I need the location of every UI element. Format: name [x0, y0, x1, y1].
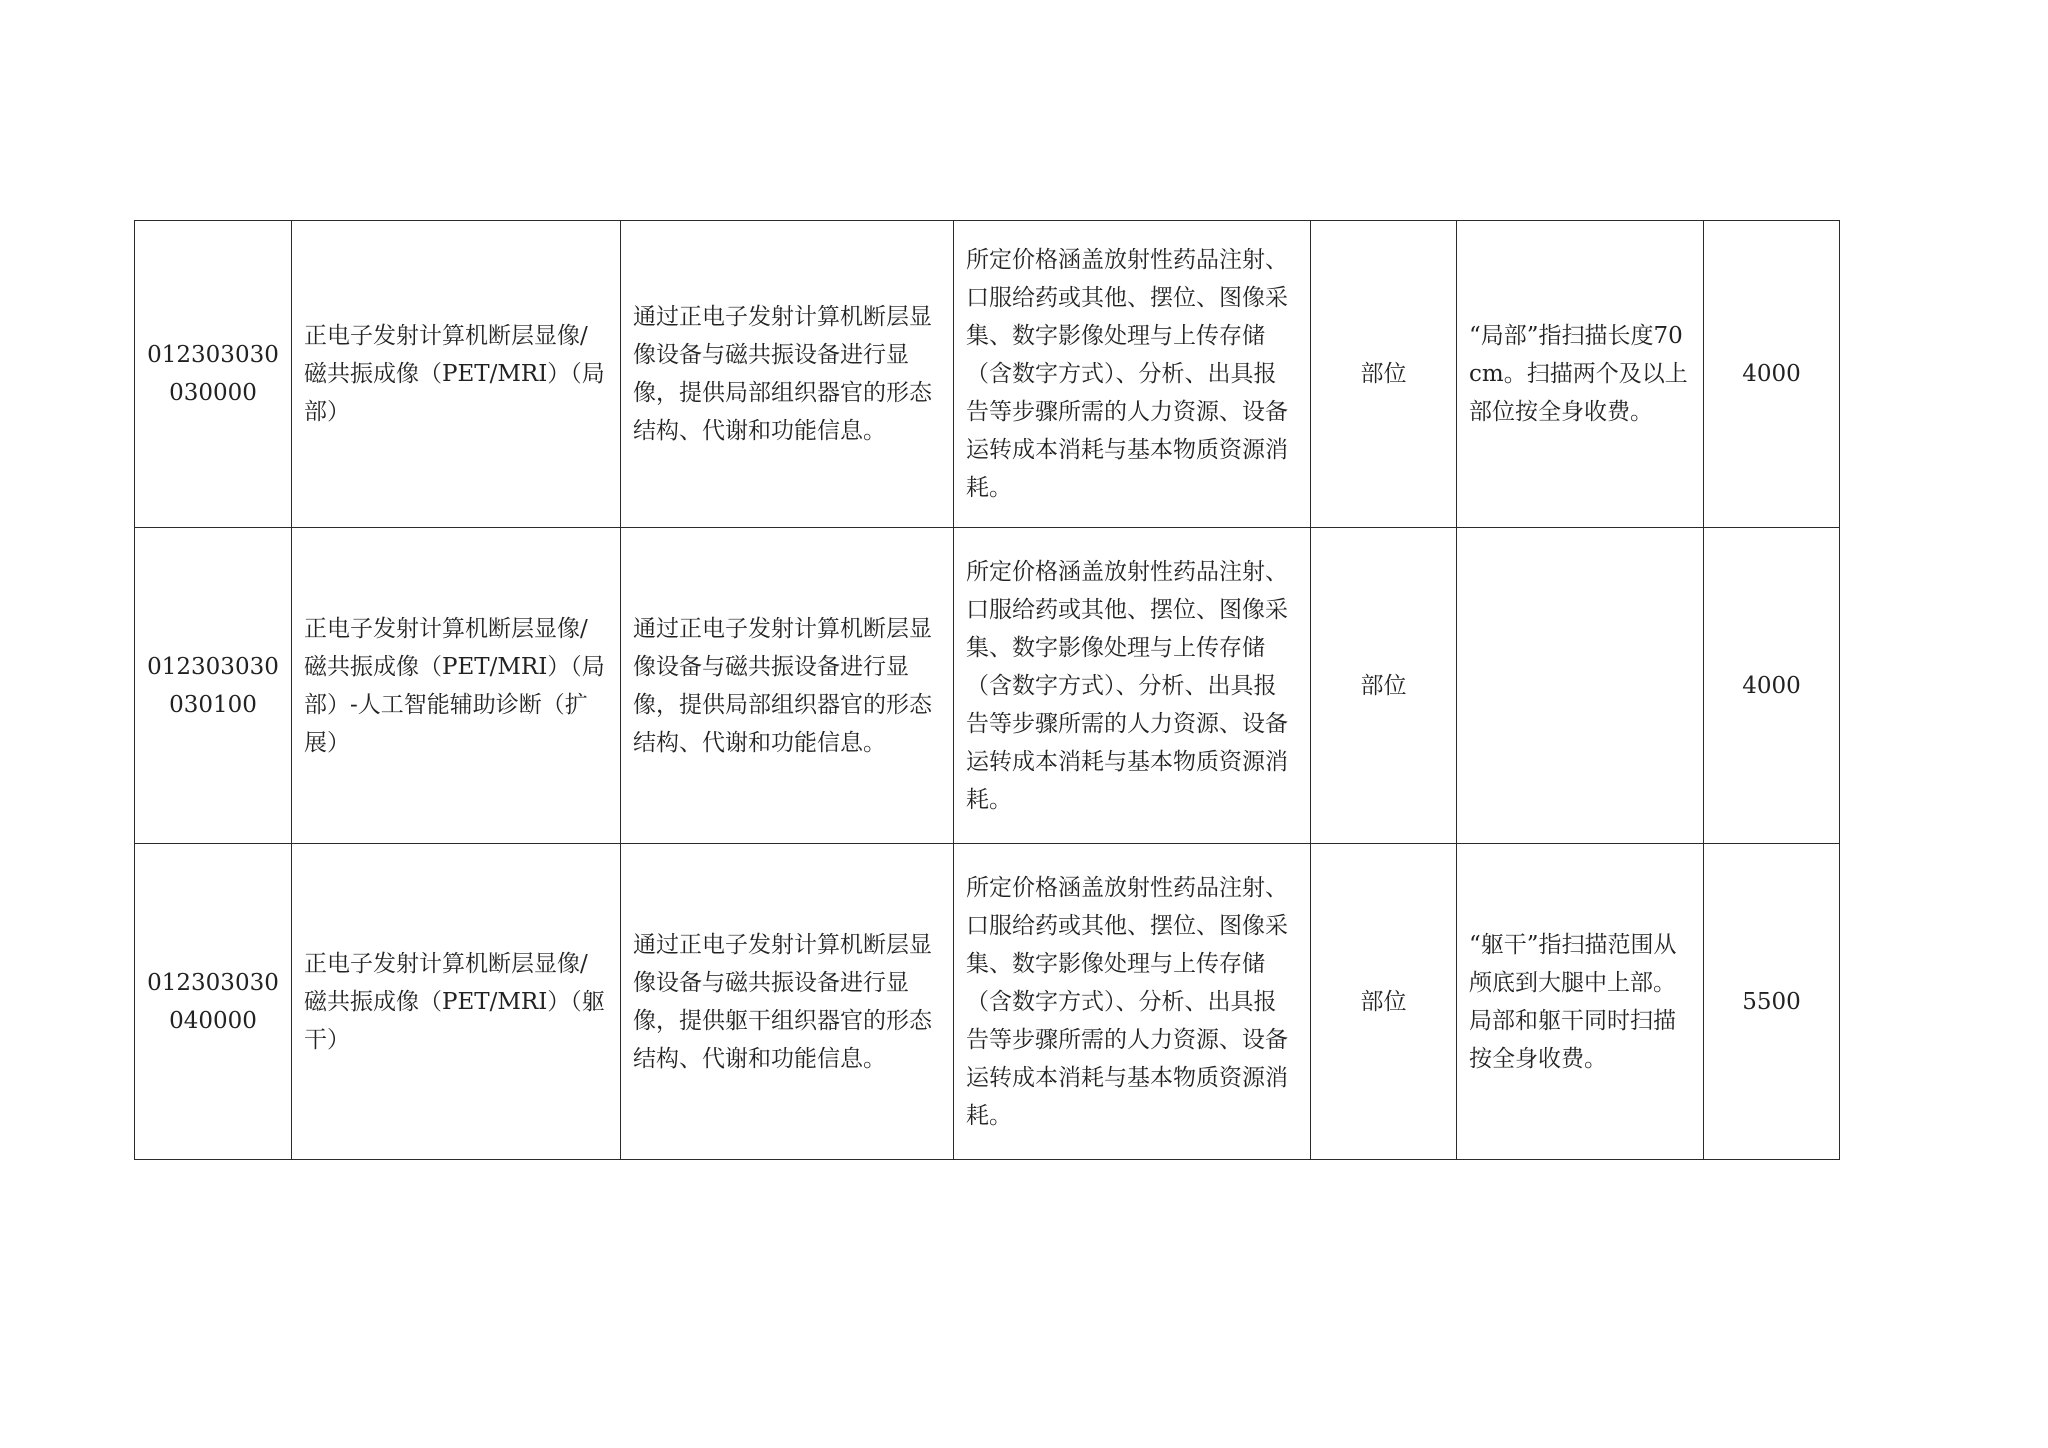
item-unit-cell: 部位	[1311, 844, 1457, 1160]
item-note-cell: “局部”指扫描长度70cm。扫描两个及以上部位按全身收费。	[1457, 221, 1704, 528]
item-content-cell: 所定价格涵盖放射性药品注射、口服给药或其他、摆位、图像采集、数字影像处理与上传存储（含数字方式）、分析、出具报告等步骤所需的人力资源、设备运转成本消耗与基本物质资源消耗。	[954, 528, 1311, 844]
item-code-cell: 012303030040000	[135, 844, 292, 1160]
item-note-cell: “躯干”指扫描范围从颅底到大腿中上部。局部和躯干同时扫描按全身收费。	[1457, 844, 1704, 1160]
item-unit-cell: 部位	[1311, 528, 1457, 844]
table-row	[135, 221, 1840, 528]
item-description-cell: 通过正电子发射计算机断层显像设备与磁共振设备进行显像，提供局部组织器官的形态结构、代谢和功能信息。	[621, 221, 954, 528]
item-note-cell	[1457, 528, 1704, 844]
item-content-cell: 所定价格涵盖放射性药品注射、口服给药或其他、摆位、图像采集、数字影像处理与上传存储（含数字方式）、分析、出具报告等步骤所需的人力资源、设备运转成本消耗与基本物质资源消耗。	[954, 221, 1311, 528]
table-row	[135, 844, 1840, 1160]
item-description-cell: 通过正电子发射计算机断层显像设备与磁共振设备进行显像，提供局部组织器官的形态结构、代谢和功能信息。	[621, 528, 954, 844]
item-price-cell: 4000	[1704, 221, 1840, 528]
item-price-cell: 5500	[1704, 844, 1840, 1160]
item-name-cell: 正电子发射计算机断层显像/磁共振成像（PET/MRI）（局部）	[292, 221, 621, 528]
item-name-cell: 正电子发射计算机断层显像/磁共振成像（PET/MRI）（躯干）	[292, 844, 621, 1160]
table-row	[135, 528, 1840, 844]
item-name-cell: 正电子发射计算机断层显像/磁共振成像（PET/MRI）（局部）-人工智能辅助诊断（扩展）	[292, 528, 621, 844]
item-content-cell: 所定价格涵盖放射性药品注射、口服给药或其他、摆位、图像采集、数字影像处理与上传存储（含数字方式）、分析、出具报告等步骤所需的人力资源、设备运转成本消耗与基本物质资源消耗。	[954, 844, 1311, 1160]
item-code-cell: 012303030030100	[135, 528, 292, 844]
item-price-cell: 4000	[1704, 528, 1840, 844]
item-description-cell: 通过正电子发射计算机断层显像设备与磁共振设备进行显像，提供躯干组织器官的形态结构、代谢和功能信息。	[621, 844, 954, 1160]
item-unit-cell: 部位	[1311, 221, 1457, 528]
price-table	[134, 220, 1840, 1160]
item-code-cell: 012303030030000	[135, 221, 292, 528]
